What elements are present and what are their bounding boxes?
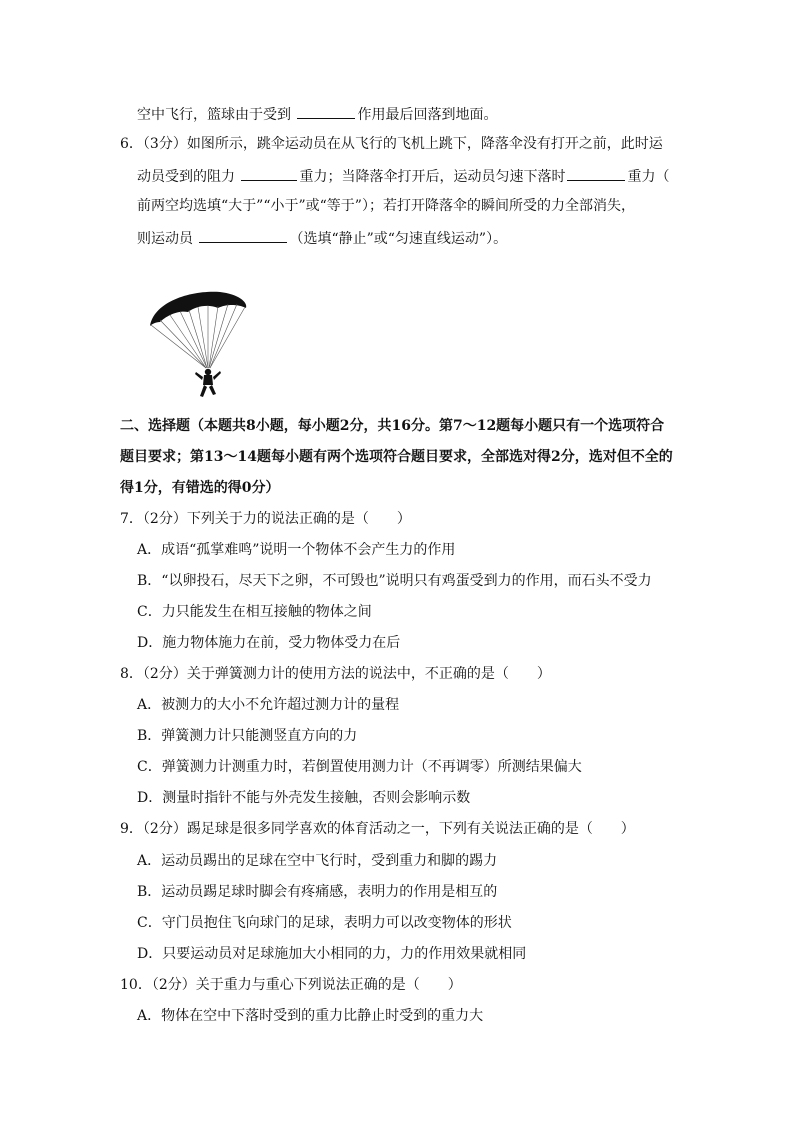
q6-line-3: 前两空均选填“大于”“小于”或“等于”）；若打开降落伞的瞬间所受的力全部消失，: [137, 198, 635, 214]
q6-text-2c: 重力（: [627, 169, 670, 185]
q7-stem: 7．（2分）下列关于力的说法正确的是（ ）: [120, 511, 411, 527]
q5-continuation: [137, 104, 497, 124]
q6-text-4b: （选填“静止”或“匀速直线运动”）。: [289, 231, 508, 247]
q9-option-a[interactable]: A．运动员踢出的足球在空中飞行时，受到重力和脚的踢力: [137, 853, 498, 869]
q6-text-4a: 则运动员: [137, 231, 198, 247]
q6-line-4: [137, 228, 507, 248]
q7-option-d[interactable]: D．施力物体施力在前，受力物体受力在后: [137, 635, 401, 651]
q6-blank-3[interactable]: [199, 228, 287, 243]
q6-blank-1[interactable]: [241, 166, 297, 181]
parachutist-figure: [142, 288, 252, 400]
section2-line-1: 二、选择题（本题共8小题，每小题2分，共16分。第7～12题每小题只有一个选项符合: [120, 418, 665, 434]
q8-option-c[interactable]: C．弹簧测力计测重力时，若倒置使用测力计（不再调零）所测结果偏大: [137, 759, 582, 775]
section2-line-2: 题目要求；第13～14题每小题有两个选项符合题目要求，全部选对得2分，选对但不全的: [120, 449, 673, 465]
q7-option-a[interactable]: A．成语“孤掌难鸣”说明一个物体不会产生力的作用: [137, 542, 456, 558]
q6-blank-2[interactable]: [567, 166, 625, 181]
q8-option-b[interactable]: B．弹簧测力计只能测竖直方向的力: [137, 728, 358, 744]
q7-option-b[interactable]: B．“以卵投石，尽天下之卵，不可毁也”说明只有鸡蛋受到力的作用，而石头不受力: [137, 573, 652, 589]
q8-stem: 8．（2分）关于弹簧测力计的使用方法的说法中，不正确的是（ ）: [120, 666, 551, 682]
q10-stem: 10．（2分）关于重力与重心下列说法正确的是（ ）: [120, 977, 462, 993]
q8-option-a[interactable]: A．被测力的大小不允许超过测力计的量程: [137, 697, 400, 713]
q9-stem: 9．（2分）踢足球是很多同学喜欢的体育活动之一，下列有关说法正确的是（ ）: [120, 821, 635, 837]
q7-option-c[interactable]: C．力只能发生在相互接触的物体之间: [137, 604, 372, 620]
q6-line-1: 6．（3分）如图所示，跳伞运动员在从飞行的飞机上跳下，降落伞没有打开之前，此时运: [120, 136, 663, 152]
q6-text-2a: 动员受到的阻力: [137, 169, 240, 185]
q6-text-2b: 重力；当降落伞打开后，运动员匀速下落时: [299, 169, 566, 185]
section2-line-3: 得1分，有错选的得0分）: [120, 480, 280, 496]
parachutist-icon: [142, 288, 252, 400]
q9-option-d[interactable]: D．只要运动员对足球施加大小相同的力，力的作用效果就相同: [137, 946, 527, 962]
q5-text-b: 作用最后回落到地面。: [357, 107, 498, 123]
q6-line-2: [137, 166, 669, 186]
q10-option-a[interactable]: A．物体在空中下落时受到的重力比静止时受到的重力大: [137, 1008, 484, 1024]
q8-option-d[interactable]: D．测量时指针不能与外壳发生接触，否则会影响示数: [137, 790, 471, 806]
q9-option-b[interactable]: B．运动员踢足球时脚会有疼痛感，表明力的作用是相互的: [137, 884, 498, 900]
q5-text-a: 空中飞行，篮球由于受到: [137, 107, 296, 123]
q5-answer-blank[interactable]: [297, 104, 355, 119]
q9-option-c[interactable]: C．守门员抱住飞向球门的足球，表明力可以改变物体的形状: [137, 915, 512, 931]
